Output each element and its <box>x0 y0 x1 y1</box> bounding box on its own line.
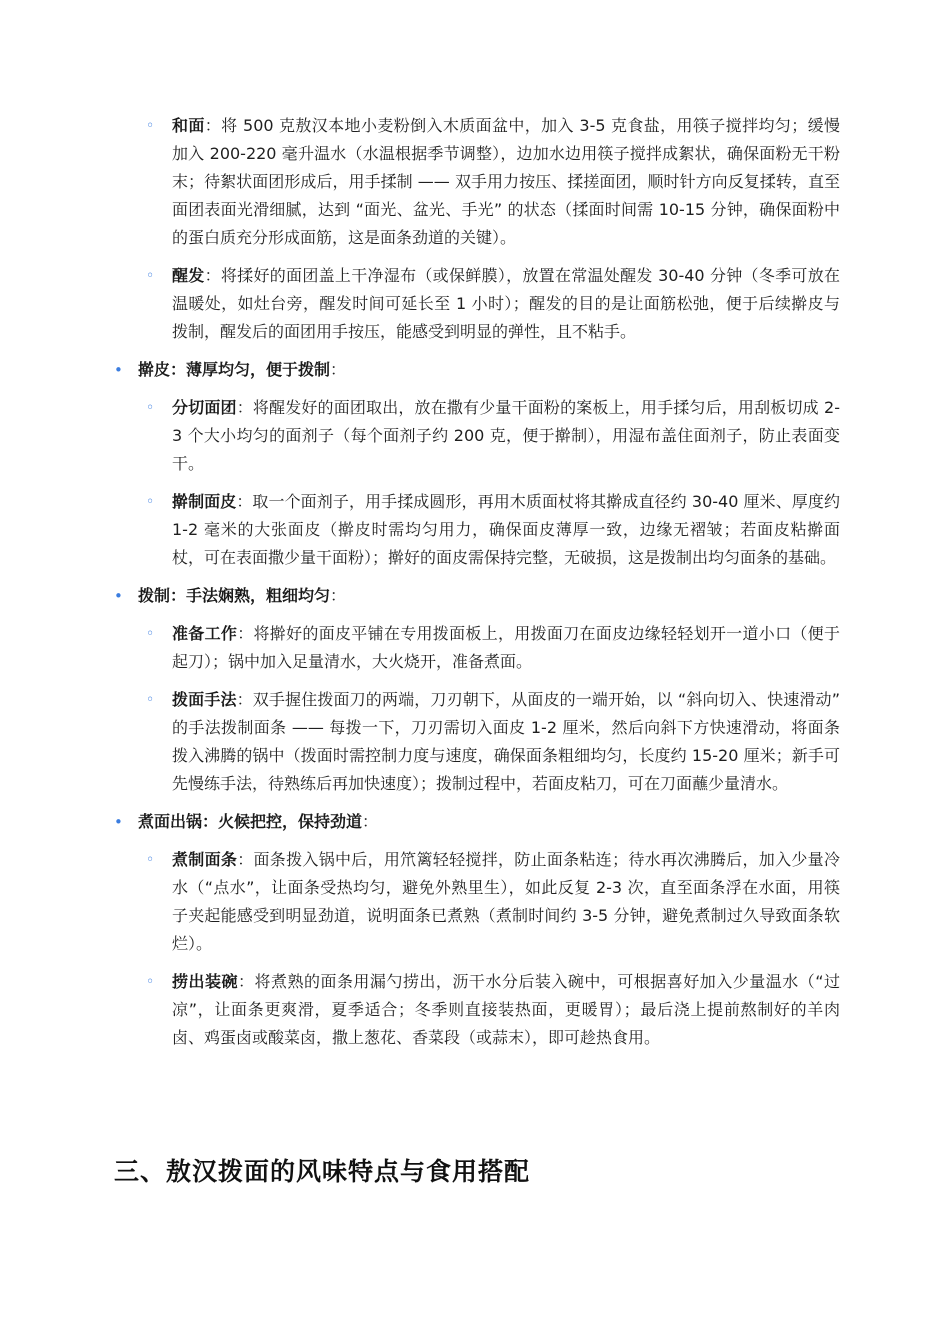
filled-circle-bullet-icon: • <box>114 587 123 605</box>
item-term: 煮制面条 <box>172 850 238 869</box>
section-title-suffix: ： <box>362 812 379 831</box>
list-item <box>110 968 840 1052</box>
document-content <box>110 112 840 1062</box>
item-text: ：面条拨入锅中后，用笊篱轻轻搅拌，防止面条粘连；待水再次沸腾后，加入少量冷水（“点水”，让面条受热均匀，避免外熟里生），如此反复 2-3 次，直至面条浮在水面，用筷子夹起能感受到明显劲道，说明面条已煮熟（煮制时间约 3-5 分钟，避免煮制过久导致面条软烂）。 <box>172 850 840 953</box>
item-text: ：将 500 克敖汉本地小麦粉倒入木质面盆中，加入 3-5 克食盐，用筷子搅拌均匀；缓慢加入 200-220 毫升温水（水温根据季节调整），边加水边用筷子搅拌成絮状，确保面粉无干粉末；待絮状面团形成后，用手揉制 —— 双手用力按压、揉搓面团，顺时针方向反复揉转，直至面团表面光滑细腻，达到 “面光、盆光、手光” 的状态（揉面时间需 10-15 分钟，确保面粉中的蛋白质充分形成面筋，这是面条劲道的关键）。 <box>172 116 840 247</box>
list-item <box>110 112 840 252</box>
list-item <box>110 488 840 572</box>
section-title-cutting <box>110 582 840 610</box>
section-title-suffix: ： <box>330 360 347 379</box>
section-title-text: 煮面出锅：火候把控，保持劲道 <box>138 812 363 831</box>
hollow-circle-bullet-icon: ◦ <box>146 974 155 990</box>
list-item <box>110 262 840 346</box>
section-heading: 三、敖汉拨面的风味特点与食用搭配 <box>114 1157 531 1186</box>
item-text: ：取一个面剂子，用手揉成圆形，再用木质面杖将其擀成直径约 30-40 厘米、厚度约 1-2 毫米的大张面皮（擀皮时需均匀用力，确保面皮薄厚一致，边缘无褶皱；若面皮粘擀面杖，可在表面撒少量干面粉）；擀好的面皮需保持完整，无破损，这是拨制出均匀面条的基础。 <box>172 492 840 567</box>
section-title-suffix: ： <box>330 586 347 605</box>
item-text: ：双手握住拨面刀的两端，刀刃朝下，从面皮的一端开始，以 “斜向切入、快速滑动” 的手法拨制面条 —— 每拨一下，刀刃需切入面皮 1-2 厘米，然后向斜下方快速滑动，将面条拨入沸腾的锅中（拨面时需控制力度与速度，确保面条粗细均匀，长度约 15-20 厘米；新手可先慢练手法，待熟练后再加快速度）；拨制过程中，若面皮粘刀，可在刀面蘸少量清水。 <box>172 690 840 793</box>
item-text: ：将擀好的面皮平铺在专用拨面板上，用拨面刀在面皮边缘轻轻划开一道小口（便于起刀）；锅中加入足量清水，大火烧开，准备煮面。 <box>172 624 840 671</box>
item-text: ：将醒发好的面团取出，放在撒有少量干面粉的案板上，用手揉匀后，用刮板切成 2-3 个大小均匀的面剂子（每个面剂子约 200 克，便于擀制），用湿布盖住面剂子，防止表面变干。 <box>172 398 840 473</box>
hollow-circle-bullet-icon: ◦ <box>146 400 155 416</box>
hollow-circle-bullet-icon: ◦ <box>146 268 155 284</box>
filled-circle-bullet-icon: • <box>114 813 123 831</box>
list-item <box>110 394 840 478</box>
item-term: 醒发 <box>172 266 205 285</box>
filled-circle-bullet-icon: • <box>114 361 123 379</box>
hollow-circle-bullet-icon: ◦ <box>146 118 155 134</box>
hollow-circle-bullet-icon: ◦ <box>146 494 155 510</box>
item-term: 分切面团 <box>172 398 237 417</box>
section-title-rolling <box>110 356 840 384</box>
list-item <box>110 620 840 676</box>
list-item <box>110 846 840 958</box>
item-term: 准备工作 <box>172 624 238 643</box>
item-term: 擀制面皮 <box>172 492 237 511</box>
section-title-boiling <box>110 808 840 836</box>
section-title-text: 擀皮：薄厚均匀，便于拨制 <box>138 360 331 379</box>
list-item <box>110 686 840 798</box>
hollow-circle-bullet-icon: ◦ <box>146 692 155 708</box>
hollow-circle-bullet-icon: ◦ <box>146 852 155 868</box>
item-text: ：将煮熟的面条用漏勺捞出，沥干水分后装入碗中，可根据喜好加入少量温水（“过凉”，让面条更爽滑，夏季适合；冬季则直接装热面，更暖胃）；最后浇上提前熬制好的羊肉卤、鸡蛋卤或酸菜卤，撒上葱花、香菜段（或蒜末），即可趁热食用。 <box>172 972 840 1047</box>
item-term: 捞出装碗 <box>172 972 238 991</box>
section-title-text: 拨制：手法娴熟，粗细均匀 <box>138 586 331 605</box>
hollow-circle-bullet-icon: ◦ <box>146 626 155 642</box>
item-term: 拨面手法 <box>172 690 237 709</box>
item-term: 和面 <box>172 116 205 135</box>
item-text: ：将揉好的面团盖上干净湿布（或保鲜膜），放置在常温处醒发 30-40 分钟（冬季可放在温暖处，如灶台旁，醒发时间可延长至 1 小时）；醒发的目的是让面筋松弛，便于后续擀皮与拨制，醒发后的面团用手按压，能感受到明显的弹性，且不粘手。 <box>172 266 840 341</box>
